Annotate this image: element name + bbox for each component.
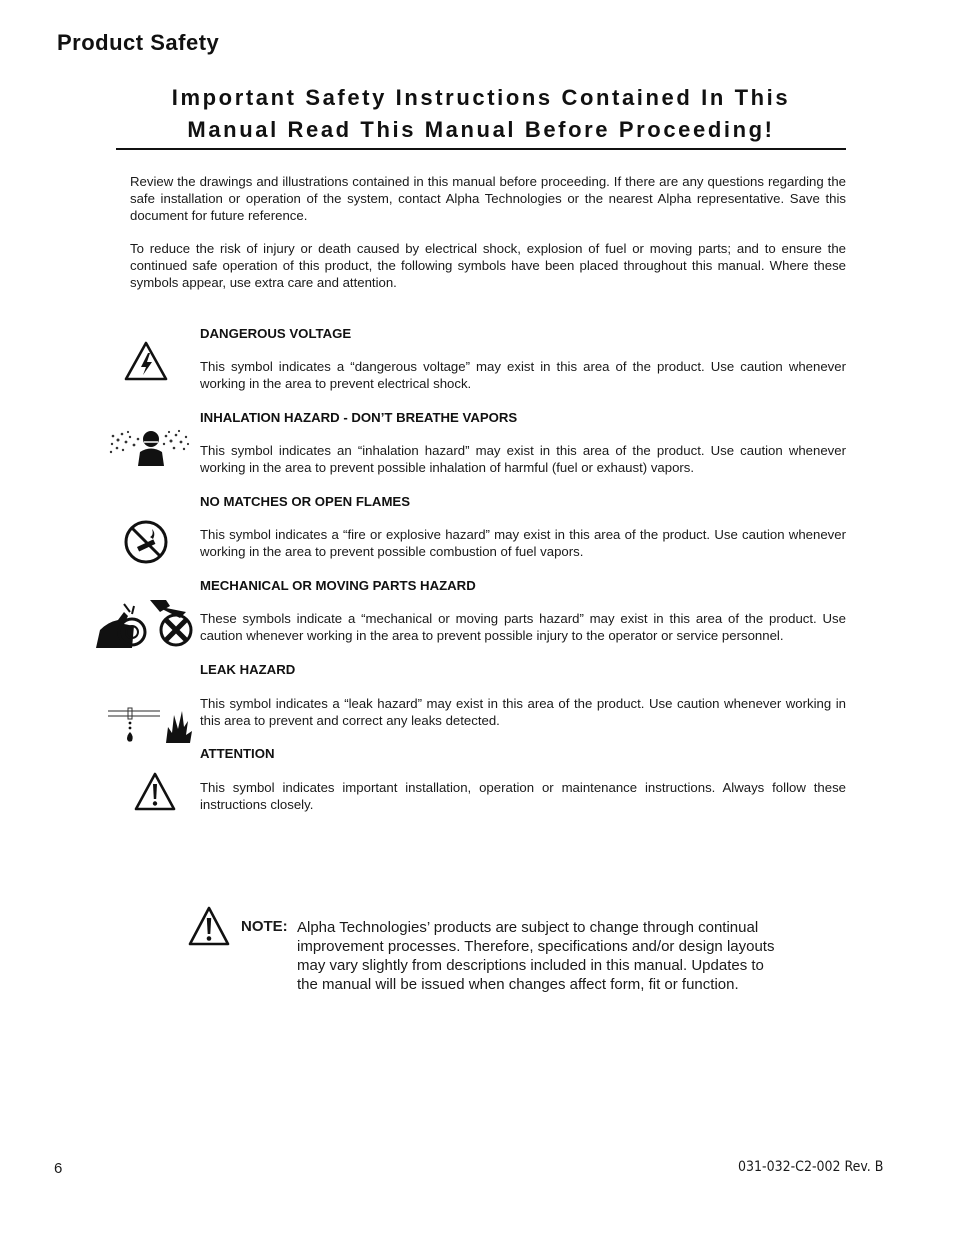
symbol-text-attention: This symbol indicates important installation, operation or maintenance instructions. Always follow these instructions closely. xyxy=(200,780,846,812)
attention-icon xyxy=(134,772,176,812)
symbol-title-leak-hazard: LEAK HAZARD xyxy=(200,662,296,677)
note-text: Alpha Technologies’ products are subject to change through continual improvement processes. Therefore, specifications and/or design layouts may vary slightly from descriptions included in this manual. Updates to the manual will be issued when changes affect form, fit or function. xyxy=(297,919,775,993)
document-code: 031-032-C2-002 Rev. B xyxy=(738,1159,884,1175)
note-warning-icon xyxy=(188,905,230,947)
headline-line-1: Important Safety Instructions Contained In This xyxy=(171,85,791,110)
headline-line-2: Manual Read This Manual Before Proceeding! xyxy=(187,117,775,142)
symbol-text-moving-parts: These symbols indicate a “mechanical or moving parts hazard” may exist in this area of the product. Use caution whenever working in the area to prevent possible injury to the operator or service personnel. xyxy=(200,611,846,643)
symbol-title-attention: ATTENTION xyxy=(200,746,275,761)
note-label: NOTE: xyxy=(241,918,288,935)
symbol-title-no-open-flames: NO MATCHES OR OPEN FLAMES xyxy=(200,494,411,509)
symbol-text-inhalation-hazard: This symbol indicates an “inhalation hazard” may exist in this area of the product. Use caution whenever working in the area to prevent possible inhalation of harmful (fuel or exhaust) vapors. xyxy=(200,443,846,475)
symbol-text-leak-hazard: This symbol indicates a “leak hazard” may exist in this area of the product. Use caution whenever working in this area to prevent and correct any leaks detected. xyxy=(200,696,846,728)
no-open-flames-icon xyxy=(123,519,169,565)
symbol-title-dangerous-voltage: DANGEROUS VOLTAGE xyxy=(200,326,352,341)
page-number: 6 xyxy=(54,1160,63,1177)
symbol-title-moving-parts: MECHANICAL OR MOVING PARTS HAZARD xyxy=(200,578,476,593)
intro-paragraph-1: Review the drawings and illustrations contained in this manual before proceeding. If there are any questions regarding the safe installation or operation of the system, contact Alpha Technologies or the nearest Alpha representative. Save this document for future reference. xyxy=(130,174,846,223)
dangerous-voltage-icon xyxy=(123,340,169,382)
inhalation-hazard-icon xyxy=(108,428,190,466)
moving-parts-icon xyxy=(94,598,194,650)
intro-paragraph-2: To reduce the risk of injury or death caused by electrical shock, explosion of fuel or moving parts; and to ensure the continued safe operation of this product, the following symbols have been placed throughout this manual. Where these symbols appear, use extra care and attention. xyxy=(130,241,846,290)
leak-hazard-icon xyxy=(108,703,194,745)
symbol-text-no-open-flames: This symbol indicates a “fire or explosive hazard” may exist in this area of the product. Use caution whenever working in the area to prevent possible combustion of fuel vapors. xyxy=(200,527,846,559)
section-title: Product Safety xyxy=(57,30,220,55)
symbol-title-inhalation-hazard: INHALATION HAZARD - DON’T BREATHE VAPORS xyxy=(200,410,518,425)
symbol-text-dangerous-voltage: This symbol indicates a “dangerous voltage” may exist in this area of the product. Use caution whenever working in the area to prevent electrical shock. xyxy=(200,359,846,391)
headline-divider xyxy=(116,148,846,150)
